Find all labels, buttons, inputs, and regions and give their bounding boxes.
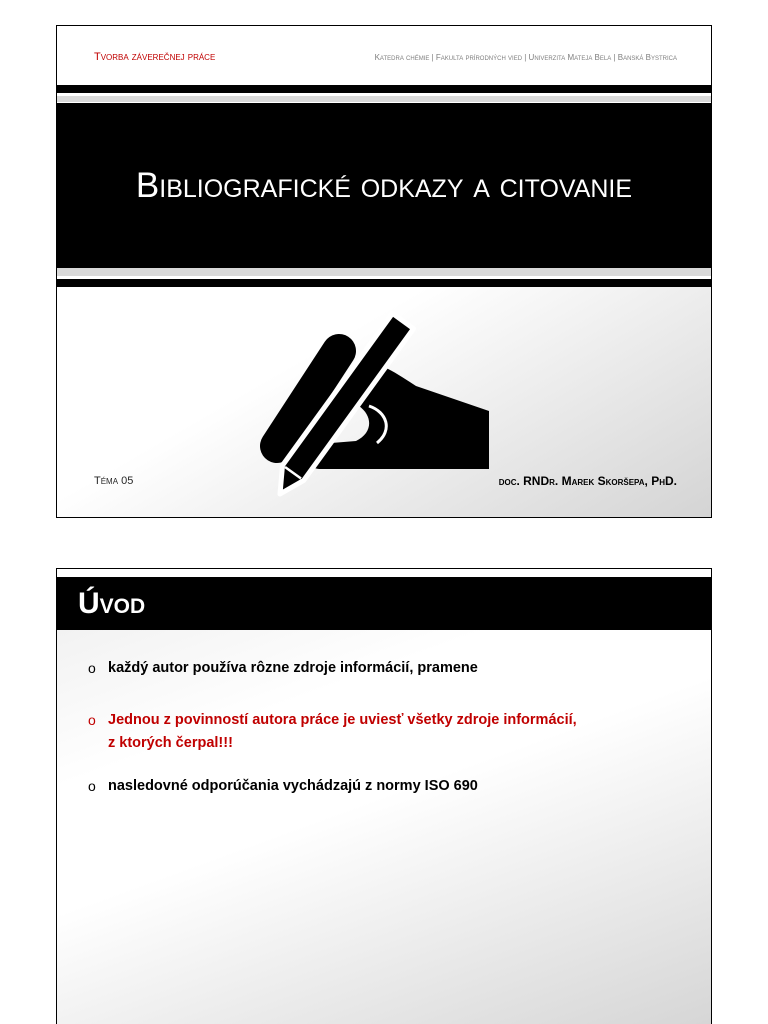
content-slide [56, 568, 712, 1024]
bullet-item [108, 775, 478, 798]
bullet-marker-highlight: o [88, 712, 96, 728]
bottom-stripe-black [57, 279, 711, 287]
bullet-marker: o [88, 778, 96, 794]
slide-title: Bibliografické odkazy a citovanie [135, 165, 633, 205]
bullet-marker: o [88, 660, 96, 676]
bottom-stripe-gray [57, 268, 711, 276]
author-name: doc. RNDr. Marek Skoršepa, PhD. [498, 474, 677, 488]
bullet-item [108, 657, 478, 680]
bullet-line: každý autor používa rôzne zdroje informácií, pramene [108, 660, 478, 676]
top-stripe-gray [57, 96, 711, 102]
content-slide-background [57, 630, 711, 1024]
bullet-line: Jednou z povinností autora práce je uviesť všetky zdroje informácií, [108, 712, 577, 728]
top-stripe-black [57, 85, 711, 93]
topic-label: Téma 05 [94, 475, 134, 487]
course-name: Tvorba záverečnej práce [94, 51, 216, 63]
bullet-item-highlight [108, 709, 577, 755]
title-band [57, 103, 711, 268]
pen-in-hand-icon [257, 306, 497, 501]
title-slide [56, 25, 712, 518]
slide-heading: Úvod [78, 587, 146, 620]
bullet-line: z ktorých čerpal!!! [108, 735, 233, 751]
institution-line: Katedra chémie | Fakulta prírodných vied | Univerzita Mateja Bela | Banská Bystrica [374, 53, 677, 62]
heading-band [57, 577, 711, 630]
bullet-line: nasledovné odporúčania vychádzajú z normy ISO 690 [108, 778, 478, 794]
